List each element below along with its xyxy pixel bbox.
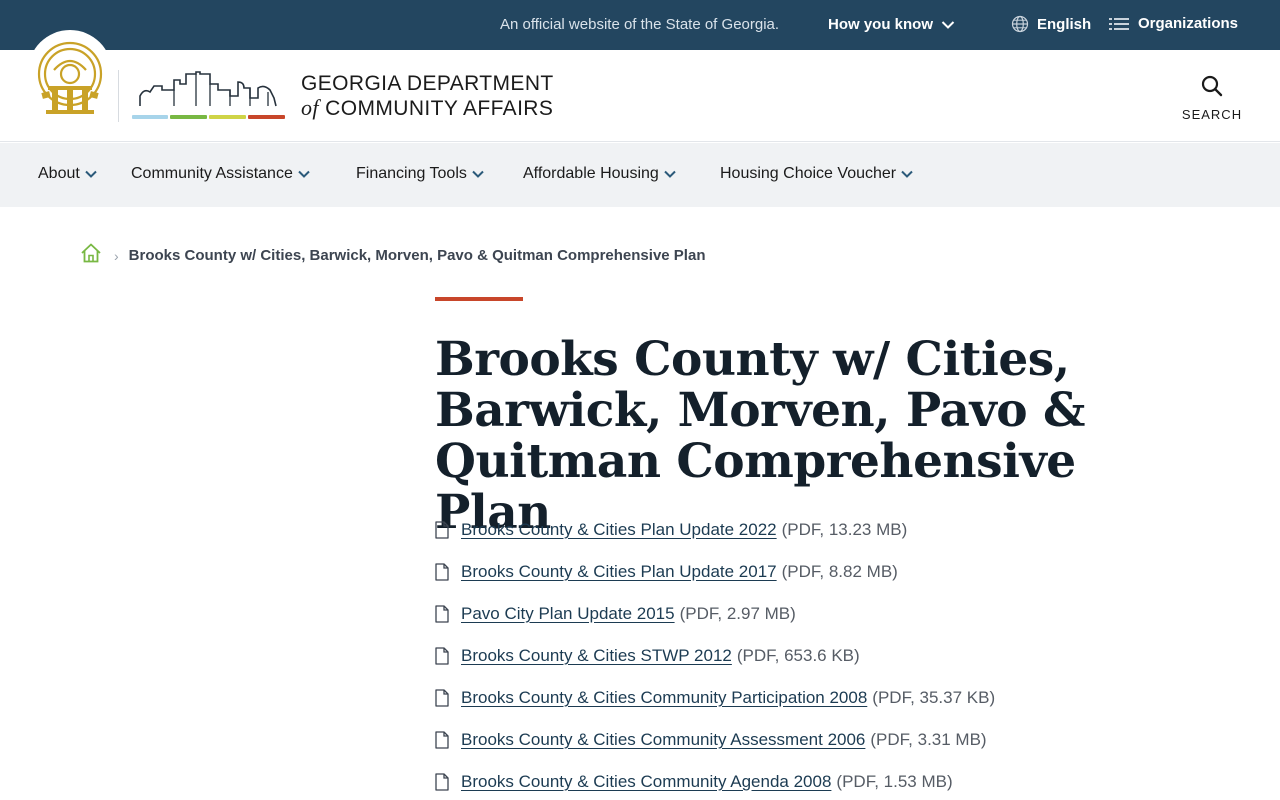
how-you-know-toggle[interactable] bbox=[828, 16, 955, 33]
globe-icon bbox=[1011, 15, 1029, 33]
chevron-down-icon bbox=[900, 169, 914, 179]
document-meta: (PDF, 3.31 MB) bbox=[870, 730, 987, 749]
organizations-label: Organizations bbox=[1138, 15, 1239, 32]
file-icon bbox=[434, 731, 450, 749]
document-meta: (PDF, 13.23 MB) bbox=[781, 520, 908, 539]
file-icon bbox=[434, 605, 450, 623]
how-you-know-label: How you know bbox=[828, 16, 933, 33]
language-label: English bbox=[1037, 15, 1092, 33]
list-item bbox=[434, 688, 1194, 730]
breadcrumb bbox=[80, 242, 705, 269]
list-item bbox=[434, 562, 1194, 604]
chevron-down-icon bbox=[471, 169, 485, 179]
document-meta: (PDF, 8.82 MB) bbox=[781, 562, 898, 581]
list-icon bbox=[1109, 16, 1129, 32]
org-name-line2 bbox=[301, 96, 554, 121]
organizations-menu[interactable] bbox=[1109, 15, 1238, 32]
chevron-down-icon bbox=[297, 169, 311, 179]
org-name-line1: GEORGIA DEPARTMENT bbox=[301, 72, 554, 95]
document-link[interactable]: Brooks County & Cities Plan Update 2017 bbox=[461, 562, 777, 581]
document-link[interactable]: Brooks County & Cities STWP 2012 bbox=[461, 646, 732, 665]
nav-item-label: About bbox=[38, 165, 80, 182]
breadcrumb-current: Brooks County w/ Cities, Barwick, Morven, Pavo & Quitman Comprehensive Plan bbox=[128, 247, 706, 264]
document-list bbox=[434, 520, 1194, 800]
title-accent-rule bbox=[435, 297, 523, 301]
document-meta: (PDF, 653.6 KB) bbox=[736, 646, 860, 665]
skyline-logo-icon[interactable] bbox=[130, 68, 288, 124]
nav-item-label: Affordable Housing bbox=[523, 165, 659, 182]
nav-item-label: Housing Choice Voucher bbox=[720, 165, 897, 182]
file-icon bbox=[434, 521, 450, 539]
chevron-down-icon bbox=[84, 169, 98, 179]
breadcrumb-home-link[interactable] bbox=[80, 242, 102, 269]
list-item bbox=[434, 730, 1194, 772]
georgia-seal-icon bbox=[36, 40, 104, 116]
search-label: SEARCH bbox=[1181, 107, 1243, 122]
org-name-line2-text: COMMUNITY AFFAIRS bbox=[325, 97, 554, 120]
file-icon bbox=[434, 773, 450, 791]
nav-item-affordable-housing[interactable] bbox=[523, 165, 677, 183]
file-icon bbox=[434, 563, 450, 581]
document-meta: (PDF, 35.37 KB) bbox=[872, 688, 996, 707]
search-button[interactable] bbox=[1180, 74, 1244, 122]
org-name-of: of bbox=[301, 95, 319, 120]
nav-item-community-assistance[interactable] bbox=[131, 165, 311, 183]
file-icon bbox=[434, 647, 450, 665]
language-selector[interactable] bbox=[1011, 15, 1091, 33]
official-site-text: An official website of the State of Georgia. bbox=[500, 16, 780, 33]
nav-item-label: Community Assistance bbox=[131, 165, 293, 182]
chevron-down-icon bbox=[941, 20, 955, 30]
main-navigation bbox=[0, 143, 1280, 207]
list-item bbox=[434, 604, 1194, 646]
breadcrumb-separator-icon: › bbox=[114, 247, 119, 264]
site-header bbox=[0, 50, 1280, 142]
document-meta: (PDF, 2.97 MB) bbox=[679, 604, 796, 623]
search-icon bbox=[1200, 74, 1224, 98]
chevron-down-icon bbox=[663, 169, 677, 179]
list-item bbox=[434, 520, 1194, 562]
org-name-logo[interactable] bbox=[301, 72, 554, 121]
nav-item-housing-choice-voucher[interactable] bbox=[720, 165, 914, 183]
document-link[interactable]: Pavo City Plan Update 2015 bbox=[461, 604, 675, 623]
document-meta: (PDF, 1.53 MB) bbox=[836, 772, 953, 791]
document-link[interactable]: Brooks County & Cities Community Assessment 2006 bbox=[461, 730, 866, 749]
document-link[interactable]: Brooks County & Cities Community Agenda 2008 bbox=[461, 772, 832, 791]
list-item bbox=[434, 772, 1194, 800]
official-banner bbox=[0, 0, 1280, 50]
document-link[interactable]: Brooks County & Cities Plan Update 2022 bbox=[461, 520, 777, 539]
page-title: Brooks County w/ Cities, Barwick, Morven, Pavo & Quitman Comprehensive Plan bbox=[435, 332, 1085, 540]
document-link[interactable]: Brooks County & Cities Community Participation 2008 bbox=[461, 688, 868, 707]
state-seal-link[interactable] bbox=[28, 30, 112, 130]
nav-item-financing-tools[interactable] bbox=[356, 165, 485, 183]
logo-divider bbox=[118, 70, 119, 122]
file-icon bbox=[434, 689, 450, 707]
nav-item-about[interactable] bbox=[38, 165, 98, 183]
nav-item-label: Financing Tools bbox=[356, 165, 467, 182]
home-icon bbox=[80, 242, 102, 264]
list-item bbox=[434, 646, 1194, 688]
